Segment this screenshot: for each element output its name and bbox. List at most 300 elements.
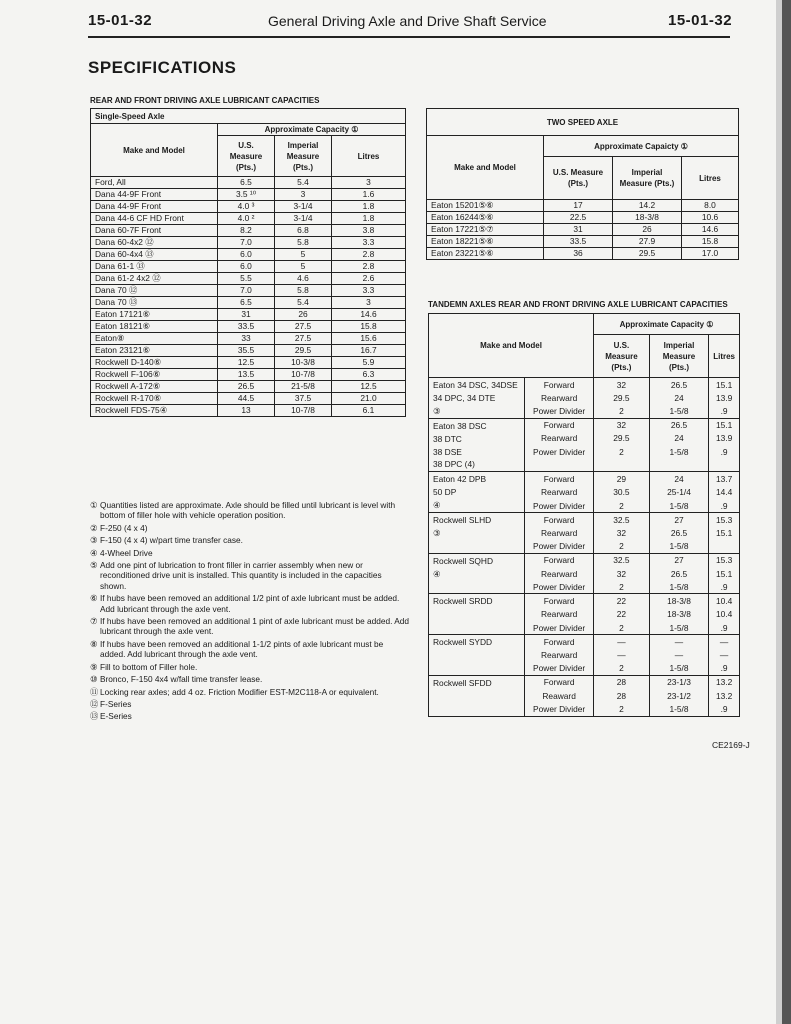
cell-model: Dana 61-2 4x2 ⑫ [91, 273, 218, 285]
footnote-text: F-Series [100, 698, 132, 709]
cell-us: 28 [594, 675, 650, 689]
cell-imperial: 26.5 [649, 418, 708, 431]
cell-us: 8.2 [218, 225, 275, 237]
header-rule [88, 36, 730, 38]
cell-litres: 15.8 [682, 236, 739, 248]
cell-imperial: 21-5/8 [275, 381, 332, 393]
cell-position: Power Divider [525, 662, 594, 676]
cell-us: 2 [594, 405, 650, 419]
cell-litres: 2.8 [332, 249, 406, 261]
cell-position: Rearward [525, 648, 594, 662]
footnote-marker: ⑬ [90, 711, 99, 722]
cell-imperial: 27 [649, 513, 708, 527]
tandem-model-line: Rockwell SYDD [433, 637, 493, 648]
cell-us: 2 [594, 540, 650, 554]
cell-litres: .9 [709, 445, 740, 458]
cell-us: 44.5 [218, 393, 275, 405]
cell-litres: 1.8 [332, 213, 406, 225]
cell-model: Rockwell A-172⑥ [91, 381, 218, 393]
tandem-model-line [433, 621, 520, 634]
cell-us: 33.5 [544, 236, 613, 248]
cell-imperial: 27.5 [275, 333, 332, 345]
single-h-make: Make and Model [91, 124, 218, 177]
tandem-model-line [433, 649, 520, 662]
tandem-model-line: 50 DP [433, 487, 457, 498]
cell-model: Ford, All [91, 177, 218, 189]
footnote-marker: ⑨ [90, 661, 98, 672]
table-row [91, 345, 406, 357]
footnote-marker: ① [90, 500, 98, 510]
table-row [91, 237, 406, 249]
table-row [429, 378, 740, 392]
footnote [90, 560, 410, 591]
cell-litres [709, 540, 740, 554]
footnote-marker: ⑫ [90, 698, 99, 709]
table-row [429, 675, 740, 689]
footnote-text: If hubs have been removed an additional 1 pint of axle lubricant must be added. Add lubricant through the axle vent. [100, 616, 410, 637]
footnote [90, 616, 410, 637]
table-row [91, 177, 406, 189]
cell-position: Power Divider [525, 499, 594, 513]
cell-imperial: 3 [275, 189, 332, 201]
cell-position: Rearward [525, 391, 594, 405]
cell-us: 26.5 [218, 381, 275, 393]
cell-imperial: 10-7/8 [275, 369, 332, 381]
cell-imperial [649, 458, 708, 471]
cell-litres: 10.6 [682, 212, 739, 224]
cell-us: 31 [544, 224, 613, 236]
cell-model: Dana 70 ⑬ [91, 297, 218, 309]
cell-imperial: 37.5 [275, 393, 332, 405]
cell-imperial: 5 [275, 261, 332, 273]
cell-imperial: 5.4 [275, 177, 332, 189]
tandem-model [429, 675, 525, 716]
cell-litres: 3 [332, 297, 406, 309]
tandem-model-line: ④ [433, 500, 441, 511]
footnote-marker: ⑦ [90, 616, 98, 627]
cell-position: Forward [525, 594, 594, 608]
two-speed-label: TWO SPEED AXLE [427, 109, 739, 136]
tandem-model [429, 513, 525, 554]
cell-position: Power Divider [525, 702, 594, 716]
footnote-text: Add one pint of lubrication to front filler in carrier assembly when new or reconditioned drive unit is installed. This quantity is included in the capacities shown. [100, 560, 382, 591]
cell-imperial: — [649, 648, 708, 662]
cell-litres: — [709, 648, 740, 662]
cell-us: 29.5 [594, 391, 650, 405]
cell-position: Forward [525, 472, 594, 486]
tandem-model-line: 38 DTC [433, 433, 462, 444]
footnote-marker: ⑧ [90, 638, 98, 649]
cell-litres: 15.1 [709, 418, 740, 431]
cell-imperial: 1-5/8 [649, 499, 708, 513]
two-h-us: U.S. Measure (Pts.) [544, 157, 613, 200]
cell-litres: 13.9 [709, 432, 740, 445]
footnote [90, 674, 410, 684]
tandem-model-line [433, 540, 520, 553]
cell-model: Dana 44-9F Front [91, 189, 218, 201]
cell-model: Rockwell R-170⑥ [91, 393, 218, 405]
cell-model: Eaton 23221⑤⑥ [427, 248, 544, 260]
tandem-h-make: Make and Model [429, 314, 594, 378]
cell-us: 32 [594, 567, 650, 581]
cell-litres: 1.6 [332, 189, 406, 201]
cell-model: Dana 60-4x2 ⑫ [91, 237, 218, 249]
cell-imperial: 26 [275, 309, 332, 321]
cell-us: 4.0 ³ [218, 201, 275, 213]
cell-position: Rearward [525, 432, 594, 445]
page-header-title: General Driving Axle and Drive Shaft Service [268, 13, 547, 29]
cell-litres: 15.1 [709, 526, 740, 540]
cell-model: Eaton 16244⑤⑥ [427, 212, 544, 224]
tandem-model-line: Rockwell SRDD [433, 596, 493, 607]
cell-position: Rearward [525, 608, 594, 622]
cell-litres: 14.4 [709, 485, 740, 499]
cell-imperial: 5.8 [275, 237, 332, 249]
cell-position: Rearward [525, 485, 594, 499]
tandem-model-line: 38 DSE [433, 446, 462, 457]
tandem-h-us: U.S. Measure (Pts.) [594, 335, 650, 378]
table-row [91, 201, 406, 213]
cell-litres: 16.7 [332, 345, 406, 357]
cell-litres: 15.8 [332, 321, 406, 333]
cell-position: Power Divider [525, 405, 594, 419]
cell-us: 6.5 [218, 297, 275, 309]
cell-imperial: 18-3/8 [613, 212, 682, 224]
cell-position: Forward [525, 553, 594, 567]
cell-litres: 15.3 [709, 513, 740, 527]
single-h-litres: Litres [332, 136, 406, 177]
cell-imperial: 1-5/8 [649, 621, 708, 635]
cell-imperial: 24 [649, 472, 708, 486]
cell-litres: .9 [709, 621, 740, 635]
table-row [427, 224, 739, 236]
cell-litres: 6.1 [332, 405, 406, 417]
section-title: SPECIFICATIONS [88, 58, 237, 77]
two-h-make: Make and Model [427, 136, 544, 200]
cell-imperial: 27.9 [613, 236, 682, 248]
cell-position: Forward [525, 378, 594, 392]
tandem-model-line [433, 662, 520, 675]
cell-imperial: 25-1/4 [649, 485, 708, 499]
cell-position: Power Divider [525, 580, 594, 594]
cell-litres: 13.2 [709, 689, 740, 703]
cell-model: Eaton 23121⑥ [91, 345, 218, 357]
table-row [91, 357, 406, 369]
cell-us: 2 [594, 580, 650, 594]
single-h-us: U.S. Measure (Pts.) [218, 136, 275, 177]
cell-position: Forward [525, 635, 594, 649]
page-edge-dark [782, 0, 791, 1024]
tandem-model-line: Eaton 38 DSC [433, 420, 487, 431]
footnote [90, 535, 410, 545]
footnote-text: Bronco, F-150 4x4 w/fall time transfer lease. [100, 674, 263, 685]
table-row [427, 200, 739, 212]
tandem-table [428, 313, 740, 717]
cell-imperial: — [649, 635, 708, 649]
figure-code: CE2169-J [712, 740, 750, 750]
footnote [90, 500, 410, 521]
cell-position: Rearward [525, 526, 594, 540]
cell-litres: .9 [709, 702, 740, 716]
tandem-model-line: 34 DPC, 34 DTE [433, 392, 496, 403]
two-speed-table [426, 108, 739, 260]
cell-us [594, 458, 650, 471]
cell-model: Eaton 15201⑤⑥ [427, 200, 544, 212]
footnote-marker: ⑤ [90, 560, 98, 571]
footnotes [90, 500, 410, 724]
tandem-model-line [433, 703, 520, 716]
tandem-title: TANDEMN AXLES REAR AND FRONT DRIVING AXLE LUBRICANT CAPACITIES [428, 300, 728, 309]
tandem-model-line: 38 DPC (4) [433, 459, 475, 470]
table-row [91, 285, 406, 297]
tandem-body [429, 378, 740, 717]
cell-litres: 3.3 [332, 237, 406, 249]
table-row [91, 273, 406, 285]
tandem-model-line [433, 581, 520, 594]
cell-imperial: 23-1/3 [649, 675, 708, 689]
footnote-text: F-250 (4 x 4) [100, 522, 148, 533]
cell-us: 2 [594, 621, 650, 635]
cell-litres: 2.8 [332, 261, 406, 273]
cell-litres: 13.7 [709, 472, 740, 486]
cell-position: Power Divider [525, 621, 594, 635]
cell-litres: 15.1 [709, 567, 740, 581]
cell-imperial: 14.2 [613, 200, 682, 212]
cell-model: Eaton 17121⑥ [91, 309, 218, 321]
single-speed-label: Single-Speed Axle [91, 109, 406, 124]
cell-imperial: 23-1/2 [649, 689, 708, 703]
cell-litres: 10.4 [709, 594, 740, 608]
footnote [90, 548, 410, 558]
cell-imperial: 1-5/8 [649, 662, 708, 676]
tandem-model [429, 418, 525, 472]
cell-imperial: 1-5/8 [649, 445, 708, 458]
cell-position: Reaward [525, 689, 594, 703]
cell-imperial: 1-5/8 [649, 540, 708, 554]
cell-us: 17 [544, 200, 613, 212]
cell-litres: 15.1 [709, 378, 740, 392]
table-row [91, 189, 406, 201]
footnote-marker: ④ [90, 547, 98, 558]
cell-position: Power Divider [525, 540, 594, 554]
tandem-model [429, 553, 525, 594]
two-h-approx: Approximate Capaicty ① [544, 136, 739, 157]
tandem-model-line: ③ [433, 527, 441, 538]
cell-model: Eaton 18221⑤⑥ [427, 236, 544, 248]
cell-imperial: 4.6 [275, 273, 332, 285]
cell-imperial: 1-5/8 [649, 405, 708, 419]
cell-litres: 3.3 [332, 285, 406, 297]
cell-us: 2 [594, 499, 650, 513]
footnote-text: 4-Wheel Drive [100, 547, 153, 558]
cell-position: Forward [525, 513, 594, 527]
cell-us: 6.0 [218, 249, 275, 261]
cell-litres: 3 [332, 177, 406, 189]
cell-litres: 8.0 [682, 200, 739, 212]
footnote-marker: ② [90, 522, 98, 533]
tandem-model-line: Rockwell SLHD [433, 515, 492, 526]
cell-model: Dana 44-6 CF HD Front [91, 213, 218, 225]
footnote [90, 687, 410, 697]
cell-model: Rockwell D-140⑥ [91, 357, 218, 369]
cell-model: Eaton 17221⑤⑦ [427, 224, 544, 236]
cell-imperial: 26.5 [649, 526, 708, 540]
cell-us: 32 [594, 418, 650, 431]
cell-us: 32.5 [594, 513, 650, 527]
table-row [429, 594, 740, 608]
cell-imperial: 10-7/8 [275, 405, 332, 417]
table-row [427, 248, 739, 260]
footnote-text: If hubs have been removed an additional 1/2 pint of axle lubricant must be added. Add lubricant through the axle vent. [100, 593, 400, 614]
cell-litres: 21.0 [332, 393, 406, 405]
cell-imperial: 26.5 [649, 567, 708, 581]
footnote-marker: ⑥ [90, 593, 98, 604]
single-speed-body [91, 177, 406, 417]
footnote [90, 699, 410, 709]
footnote [90, 662, 410, 672]
cell-us: 7.0 [218, 237, 275, 249]
cell-us: 2 [594, 702, 650, 716]
cell-imperial: 27 [649, 553, 708, 567]
footnote-text: Locking rear axles; add 4 oz. Friction Modifier EST-M2C118-A or equivalent. [100, 686, 379, 697]
cell-us: 33 [218, 333, 275, 345]
cell-us: 28 [594, 689, 650, 703]
table-row [427, 212, 739, 224]
cell-litres: 3.8 [332, 225, 406, 237]
single-h-approx: Approximate Capacity ① [218, 124, 406, 136]
cell-us: 2 [594, 662, 650, 676]
cell-position: Forward [525, 675, 594, 689]
cell-us: 7.0 [218, 285, 275, 297]
cell-us: 33.5 [218, 321, 275, 333]
tandem-model-line: Eaton 42 DPB [433, 474, 487, 485]
cell-litres: 5.9 [332, 357, 406, 369]
footnote-text: E-Series [100, 711, 132, 722]
cell-model: Rockwell FDS-75④ [91, 405, 218, 417]
two-speed-body [427, 200, 739, 260]
cell-imperial: 18-3/8 [649, 608, 708, 622]
cell-imperial: 1-5/8 [649, 580, 708, 594]
footnote [90, 639, 410, 660]
cell-us: 13 [218, 405, 275, 417]
cell-us: 32.5 [594, 553, 650, 567]
tandem-model [429, 378, 525, 419]
cell-litres: 1.8 [332, 201, 406, 213]
table-row [91, 261, 406, 273]
table-row [429, 513, 740, 527]
cell-us: 4.0 ² [218, 213, 275, 225]
tandem-model [429, 472, 525, 513]
cell-imperial: 29.5 [275, 345, 332, 357]
cell-model: Dana 44-9F Front [91, 201, 218, 213]
footnote-marker: ③ [90, 535, 98, 546]
cell-litres: 15.3 [709, 553, 740, 567]
tandem-model [429, 594, 525, 635]
cell-us: 3.5 ¹⁰ [218, 189, 275, 201]
footnote-marker: ⑪ [90, 686, 99, 697]
cell-litres: 12.5 [332, 381, 406, 393]
cell-us: 32 [594, 526, 650, 540]
table-row [91, 249, 406, 261]
cell-litres: 14.6 [682, 224, 739, 236]
tandem-model [429, 635, 525, 676]
tandem-model-line: Rockwell SFDD [433, 677, 492, 688]
cell-imperial: 1-5/8 [649, 702, 708, 716]
table-row [427, 236, 739, 248]
cell-imperial: 3-1/4 [275, 213, 332, 225]
cell-model: Eaton⑧ [91, 333, 218, 345]
lube-capacities-title: REAR AND FRONT DRIVING AXLE LUBRICANT CAPACITIES [90, 96, 320, 105]
cell-us: 12.5 [218, 357, 275, 369]
cell-imperial: 5.4 [275, 297, 332, 309]
cell-litres: 2.6 [332, 273, 406, 285]
cell-us: 5.5 [218, 273, 275, 285]
cell-us: 22 [594, 608, 650, 622]
cell-model: Dana 60-7F Front [91, 225, 218, 237]
single-speed-table [90, 108, 406, 417]
footnote-text: Quantities listed are approximate. Axle should be filled until lubricant is level with bottom of filler hole with vehicle operation position. [100, 500, 396, 521]
cell-litres: — [709, 635, 740, 649]
tandem-h-litres: Litres [709, 335, 740, 378]
cell-litres: 6.3 [332, 369, 406, 381]
cell-position [525, 458, 594, 471]
table-row [429, 418, 740, 431]
cell-imperial: 26 [613, 224, 682, 236]
cell-imperial: 3-1/4 [275, 201, 332, 213]
cell-litres: 17.0 [682, 248, 739, 260]
cell-litres: 10.4 [709, 608, 740, 622]
cell-imperial: 27.5 [275, 321, 332, 333]
cell-us: 22 [594, 594, 650, 608]
table-row [91, 405, 406, 417]
tandem-model-line: Eaton 34 DSC, 34DSE [433, 380, 518, 390]
tandem-model-line: ③ [433, 405, 441, 416]
table-row [429, 553, 740, 567]
tandem-h-approx: Approximate Capacity ① [594, 314, 740, 335]
cell-imperial: 26.5 [649, 378, 708, 392]
cell-us: — [594, 648, 650, 662]
cell-us: 22.5 [544, 212, 613, 224]
two-h-imp: Imperial Measure (Pts.) [613, 157, 682, 200]
footnote-text: Fill to bottom of Filler hole. [100, 661, 198, 672]
footnote-marker: ⑩ [90, 674, 98, 685]
cell-model: Dana 61-1 ⑬ [91, 261, 218, 273]
cell-imperial: 24 [649, 432, 708, 445]
two-h-litres: Litres [682, 157, 739, 200]
table-row [91, 297, 406, 309]
cell-us: 36 [544, 248, 613, 260]
cell-imperial: 10-3/8 [275, 357, 332, 369]
page-number-right: 15-01-32 [668, 12, 733, 29]
cell-imperial: 6.8 [275, 225, 332, 237]
cell-imperial: 5.8 [275, 285, 332, 297]
cell-us: 29.5 [594, 432, 650, 445]
cell-us: 6.0 [218, 261, 275, 273]
cell-imperial: 29.5 [613, 248, 682, 260]
cell-imperial: 18-3/8 [649, 594, 708, 608]
table-row [91, 393, 406, 405]
table-row [429, 472, 740, 486]
cell-us: 30.5 [594, 485, 650, 499]
table-row [91, 333, 406, 345]
cell-model: Dana 70 ⑫ [91, 285, 218, 297]
cell-us: — [594, 635, 650, 649]
cell-us: 6.5 [218, 177, 275, 189]
cell-us: 31 [218, 309, 275, 321]
cell-position: Forward [525, 418, 594, 431]
tandem-model-line: Rockwell SQHD [433, 555, 494, 566]
cell-us: 32 [594, 378, 650, 392]
